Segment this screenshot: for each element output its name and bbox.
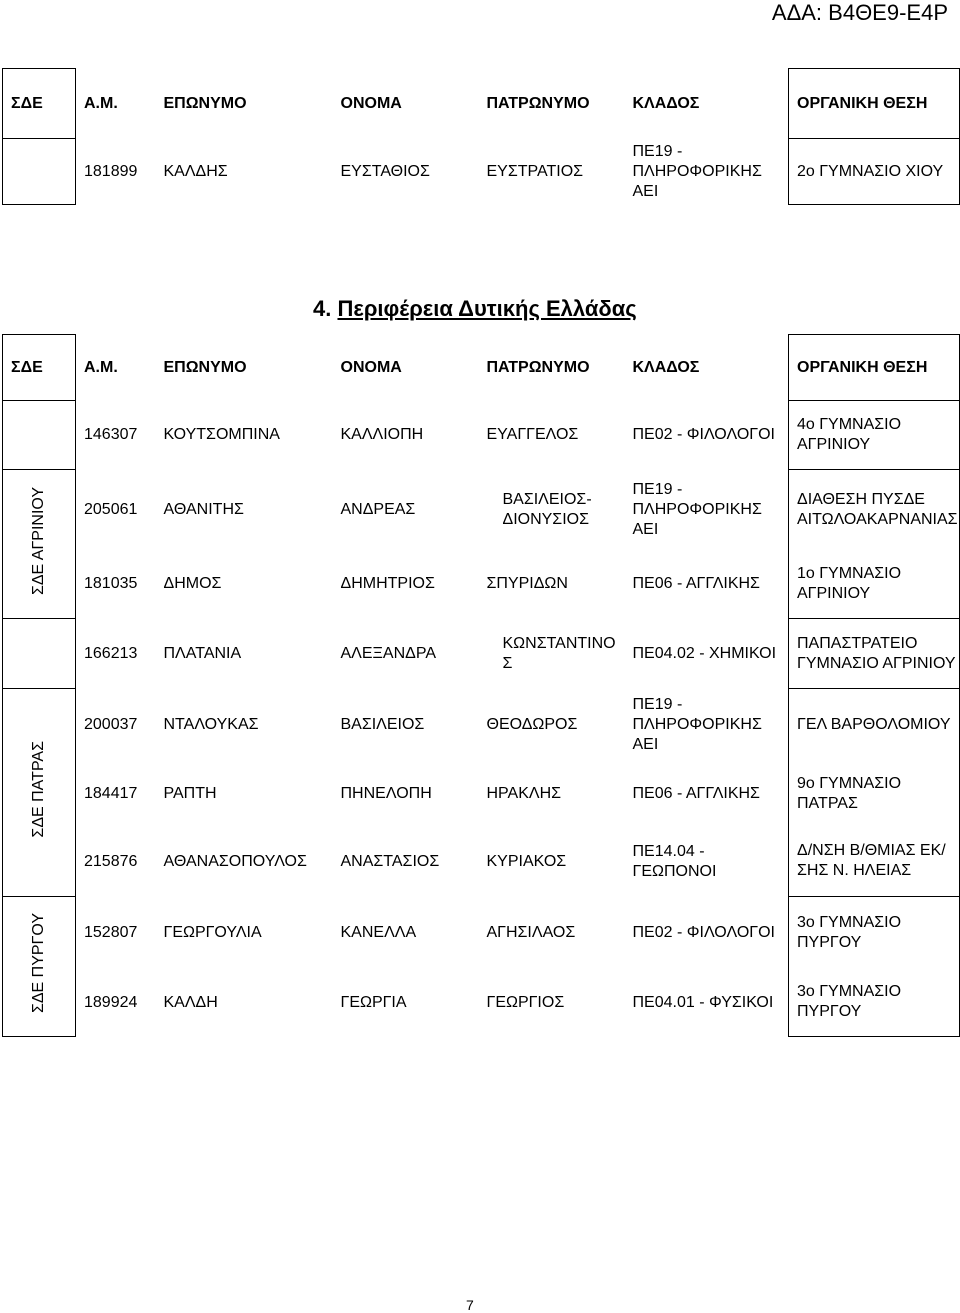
header-am: Α.Μ. bbox=[84, 94, 118, 112]
position-cell: ΔΙΑΘΕΣΗ ΠΥΣΔΕ ΑΙΤΩΛΟΑΚΑΡΝΑΝΙΑΣ bbox=[789, 470, 960, 550]
surname-cell: ΑΘΑΝΙΤΗΣ bbox=[163, 500, 244, 518]
branch-cell: ΠΕ19 - ΠΛΗΡΟΦΟΡΙΚΗΣ ΑΕΙ bbox=[632, 480, 762, 538]
position-cell: 9ο ΓΥΜΝΑΣΙΟ ΠΑΤΡΑΣ bbox=[789, 761, 960, 827]
sde-group-cell bbox=[3, 470, 76, 619]
name-cell: ΑΝΑΣΤΑΣΙΟΣ bbox=[340, 852, 440, 870]
name-cell: ΑΝΔΡΕΑΣ bbox=[340, 500, 416, 518]
header-sde: ΣΔΕ bbox=[3, 335, 76, 401]
sde-group-label: ΣΔΕ ΑΓΡΙΝΙΟΥ bbox=[30, 486, 47, 595]
header-branch: ΚΛΑΔΟΣ bbox=[632, 358, 700, 376]
table-row bbox=[3, 550, 960, 619]
region-heading bbox=[313, 296, 637, 322]
name-cell: ΓΕΩΡΓΙΑ bbox=[340, 993, 407, 1011]
am-cell: 146307 bbox=[84, 426, 138, 443]
branch-cell: ΠΕ14.04 - ΓΕΩΠΟΝΟΙ bbox=[632, 842, 717, 880]
branch-cell: ΠΕ02 - ΦΙΛΟΛΟΓΟΙ bbox=[632, 923, 775, 941]
ada-code: ΑΔΑ: Β4ΘΕ9-Ε4Ρ bbox=[771, 0, 948, 25]
header-father: ΠΑΤΡΩΝΥΜΟ bbox=[486, 94, 590, 112]
branch-cell: ΠΕ04.01 - ΦΥΣΙΚΟΙ bbox=[632, 993, 774, 1011]
surname-cell: ΝΤΑΛΟΥΚΑΣ bbox=[163, 715, 259, 733]
father-cell: ΗΡΑΚΛΗΣ bbox=[486, 784, 562, 802]
father-cell: ΚΥΡΙΑΚΟΣ bbox=[486, 852, 567, 870]
page-number: 7 bbox=[466, 1297, 474, 1313]
am-cell: 166213 bbox=[84, 644, 138, 662]
name-cell: ΕΥΣΤΑΘΙΟΣ bbox=[340, 162, 430, 180]
header-row bbox=[3, 335, 960, 401]
name-cell: ΔΗΜΗΤΡΙΟΣ bbox=[340, 575, 435, 592]
table-row bbox=[3, 689, 960, 761]
name-cell: ΚΑΛΛΙΟΠΗ bbox=[340, 426, 424, 443]
name-cell: ΑΛΕΞΑΝΔΡΑ bbox=[340, 644, 436, 662]
sde-group-cell bbox=[3, 897, 76, 1037]
header-name: ΟΝΟΜΑ bbox=[340, 94, 402, 112]
table-row bbox=[3, 139, 960, 205]
position-cell: 3ο ΓΥΜΝΑΣΙΟ ΠΥΡΓΟΥ bbox=[789, 897, 960, 969]
father-cell: ΚΩΝΣΤΑΝΤΙΝΟΣ bbox=[502, 634, 616, 672]
header-father: ΠΑΤΡΩΝΥΜΟ bbox=[486, 358, 590, 376]
table-row bbox=[3, 897, 960, 969]
region-number: 4. bbox=[313, 296, 332, 321]
am-cell: 181035 bbox=[84, 575, 138, 592]
header-row bbox=[3, 69, 960, 139]
surname-cell: ΑΘΑΝΑΣΟΠΟΥΛΟΣ bbox=[163, 852, 307, 870]
position-cell: ΠΑΠΑΣΤΡΑΤΕΙΟ ΓΥΜΝΑΣΙΟ ΑΓΡΙΝΙΟΥ bbox=[789, 619, 960, 689]
sde-cell bbox=[3, 139, 76, 205]
branch-cell: ΠΕ02 - ΦΙΛΟΛΟΓΟΙ bbox=[632, 426, 775, 443]
position-cell: 1ο ΓΥΜΝΑΣΙΟ ΑΓΡΙΝΙΟΥ bbox=[789, 550, 960, 619]
am-cell: 200037 bbox=[84, 715, 138, 733]
name-cell: ΚΑΝΕΛΛΑ bbox=[340, 923, 417, 941]
father-cell: ΣΠΥΡΙΔΩΝ bbox=[486, 575, 568, 592]
branch-cell: ΠΕ06 - ΑΓΓΛΙΚΗΣ bbox=[632, 575, 760, 592]
surname-cell: ΓΕΩΡΓΟΥΛΙΑ bbox=[163, 923, 262, 941]
header-surname: ΕΠΩΝΥΜΟ bbox=[163, 358, 247, 376]
surname-cell: ΚΑΛΔΗΣ bbox=[163, 162, 228, 180]
position-cell: 2ο ΓΥΜΝΑΣΙΟ ΧΙΟΥ bbox=[789, 139, 960, 205]
surname-cell: ΚΑΛΔΗ bbox=[163, 993, 218, 1011]
header-name: ΟΝΟΜΑ bbox=[340, 358, 402, 376]
position-cell: 4ο ΓΥΜΝΑΣΙΟ ΑΓΡΙΝΙΟΥ bbox=[789, 401, 960, 470]
header-surname: ΕΠΩΝΥΜΟ bbox=[163, 94, 247, 112]
am-cell: 152807 bbox=[84, 923, 138, 941]
am-cell: 189924 bbox=[84, 993, 138, 1011]
region-title: Περιφέρεια Δυτικής Ελλάδας bbox=[337, 296, 637, 321]
surname-cell: ΔΗΜΟΣ bbox=[163, 575, 222, 592]
am-cell: 205061 bbox=[84, 500, 138, 518]
sde-cell bbox=[3, 401, 76, 470]
header-am: Α.Μ. bbox=[84, 358, 118, 376]
teachers-table-2 bbox=[2, 334, 960, 1037]
father-cell: ΑΓΗΣΙΛΑΟΣ bbox=[486, 923, 576, 941]
father-cell: ΓΕΩΡΓΙΟΣ bbox=[486, 993, 565, 1011]
teachers-table-1 bbox=[2, 68, 960, 205]
branch-cell: ΠΕ06 - ΑΓΓΛΙΚΗΣ bbox=[632, 784, 760, 802]
position-cell: ΓΕΛ ΒΑΡΘΟΛΟΜΙΟΥ bbox=[789, 689, 960, 761]
sde-cell bbox=[3, 619, 76, 689]
header-position: ΟΡΓΑΝΙΚΗ ΘΕΣΗ bbox=[789, 69, 960, 139]
table-row bbox=[3, 827, 960, 897]
branch-cell: ΠΕ19 - ΠΛΗΡΟΦΟΡΙΚΗΣ ΑΕΙ bbox=[632, 142, 762, 200]
sde-group-cell bbox=[3, 689, 76, 897]
position-cell: 3ο ΓΥΜΝΑΣΙΟ ΠΥΡΓΟΥ bbox=[789, 969, 960, 1037]
table-row bbox=[3, 761, 960, 827]
branch-cell: ΠΕ19 - ΠΛΗΡΟΦΟΡΙΚΗΣ ΑΕΙ bbox=[632, 695, 762, 753]
father-cell: ΕΥΑΓΓΕΛΟΣ bbox=[486, 426, 579, 443]
sde-group-label: ΣΔΕ ΠΥΡΓΟΥ bbox=[30, 913, 47, 1014]
sde-group-label: ΣΔΕ ΠΑΤΡΑΣ bbox=[30, 741, 47, 838]
father-cell: ΒΑΣΙΛΕΙΟΣ-ΔΙΟΝΥΣΙΟΣ bbox=[502, 490, 592, 528]
position-cell: Δ/ΝΣΗ Β/ΘΜΙΑΣ ΕΚ/ΣΗΣ Ν. ΗΛΕΙΑΣ bbox=[789, 827, 960, 897]
am-cell: 184417 bbox=[84, 784, 138, 802]
am-cell: 215876 bbox=[84, 852, 138, 870]
table-row bbox=[3, 969, 960, 1037]
table-row bbox=[3, 401, 960, 470]
header-position: ΟΡΓΑΝΙΚΗ ΘΕΣΗ bbox=[789, 335, 960, 401]
table-row bbox=[3, 619, 960, 689]
header-branch: ΚΛΑΔΟΣ bbox=[632, 94, 700, 112]
father-cell: ΘΕΟΔΩΡΟΣ bbox=[486, 715, 578, 733]
header-sde: ΣΔΕ bbox=[3, 69, 76, 139]
am-cell: 181899 bbox=[84, 162, 138, 180]
father-cell: ΕΥΣΤΡΑΤΙΟΣ bbox=[486, 162, 584, 180]
surname-cell: ΡΑΠΤΗ bbox=[163, 784, 217, 802]
branch-cell: ΠΕ04.02 - ΧΗΜΙΚΟΙ bbox=[632, 644, 777, 662]
name-cell: ΠΗΝΕΛΟΠΗ bbox=[340, 784, 432, 802]
surname-cell: ΚΟΥΤΣΟΜΠΙΝΑ bbox=[163, 426, 280, 443]
table-row bbox=[3, 470, 960, 550]
surname-cell: ΠΛΑΤΑΝΙΑ bbox=[163, 644, 242, 662]
name-cell: ΒΑΣΙΛΕΙΟΣ bbox=[340, 715, 425, 733]
